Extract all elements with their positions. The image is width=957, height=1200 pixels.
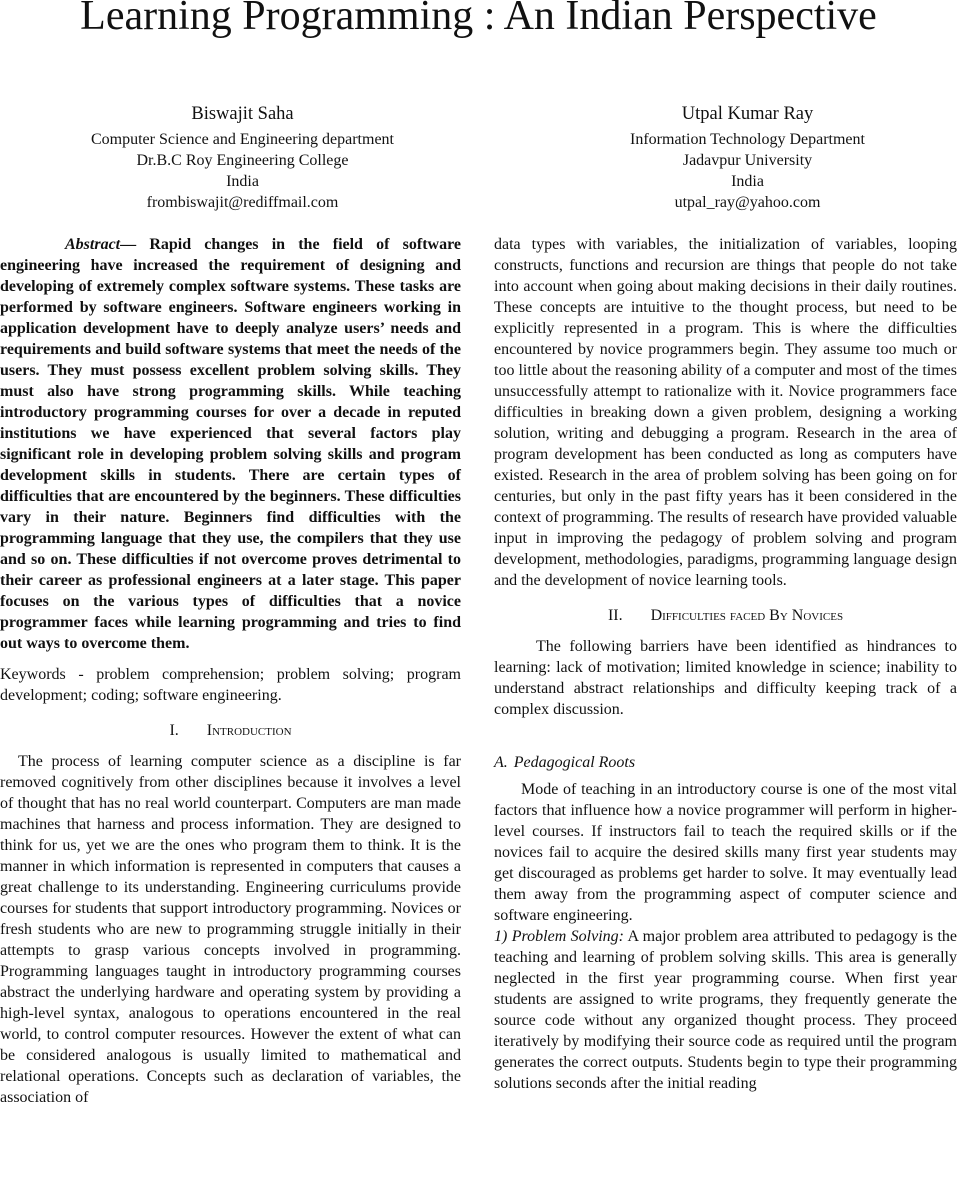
author-institution: Dr.B.C Roy Engineering College xyxy=(136,152,349,169)
author-block-1 xyxy=(0,102,485,213)
author-block-2 xyxy=(538,102,957,213)
author-email: frombiswajit@rediffmail.com xyxy=(146,194,339,211)
author-country: India xyxy=(226,173,259,190)
left-column xyxy=(0,234,461,1108)
right-column xyxy=(494,234,957,1094)
abstract-text: Rapid changes in the field of software engineering have increased the requirement of designing and developing of extremely complex software systems. These tasks are performed by software engineers. Software engineers working in application development have to deeply analyze users’ needs and requirements and build software systems that meet the needs of the users. They must possess excellent problem solving skills. They must also have strong programming skills. While teaching introductory programming courses for over a decade in reputed institutions we have experienced that several factors play significant role in developing problem solving skills and program development skills in students. There are certain types of difficulties that are encountered by the beginners. These difficulties vary in their nature. Beginners find difficulties with the programming language that they use, the compilers that they use and so on. These difficulties if not overcome proves detrimental to their career as professional engineers at a later stage. This paper focuses on the various types of difficulties that a novice programmer faces while learning programming and tries to find out ways to overcome them. xyxy=(0,236,462,652)
introduction-paragraph: The process of learning computer science as a discipline is far removed cognitively from other disciplines because it involves a level of thought that has no real world counterpart. Computers are man made machines that harness and process information. They are designed to think for us, yet we are the ones who program them to think. It is the manner in which information is represented in computers that causes a great challenge to its understanding. Engineering curriculums provide courses for students that support introductory programming. Novices or fresh students who are new to programming struggle initially in their attempts to grasp various concepts involved in programming. Programming languages taught in introductory programming courses abstract the underlying hardware and operating system by providing a high-level syntax, analogous to operations encountered in the real world, to control computer resources. However the extent of what can be considered analogous is usually limited to mathematical and relational operations. Concepts such as declaration of variables, the association of xyxy=(0,753,461,1106)
subsection-heading-pedagogical-roots xyxy=(494,752,957,773)
section-heading-difficulties xyxy=(494,605,957,626)
abstract xyxy=(0,234,461,654)
author-country: India xyxy=(731,173,764,190)
author-institution: Jadavpur University xyxy=(682,152,813,169)
problem-solving-label: 1) Problem Solving: xyxy=(494,928,624,945)
pedagogical-roots-paragraph: Mode of teaching in an introductory course is one of the most vital factors that influence how a novice programmer will perform in higher-level courses. If instructors fail to teach the required skills or if the novices fail to acquire the desired skills many first year students may get discouraged as problems get harder to solve. It may eventually lead them away from the programming aspect of computer science and software engineering. xyxy=(494,781,957,924)
author-email: utpal_ray@yahoo.com xyxy=(674,194,821,211)
author-department: Computer Science and Engineering department xyxy=(90,131,394,148)
abstract-dash: — xyxy=(120,236,137,253)
section-heading-introduction xyxy=(0,720,461,741)
keywords: Keywords - problem comprehension; problem solving; program development; coding; software engineering. xyxy=(0,666,461,704)
problem-solving-paragraph xyxy=(494,926,957,1094)
section-number: I. xyxy=(169,722,179,739)
introduction-paragraph-continued: data types with variables, the initialization of variables, looping constructs, functions and recursion are things that people do not take into account when going about making decisions in their daily routines. These concepts are intuitive to the thought process, but need to be explicitly represented in a program. This is where the difficulties encountered by novice programmers begin. They assume too much or too little about the reasoning ability of a computer and most of the times unsuccessfully attempt to rationalize with it. Novice programmers face difficulties in breaking down a given problem, designing a working solution, writing and debugging a program. Research in the area of program development has been conducted as long as computers have existed. Research in the area of problem solving has been going on for centuries, but only in the past fifty years has it been considered in the context of programming. The results of research have provided valuable input in improving the pedagogy of problem solving and program development, methodologies, paradigms, programming language design and the development of novice learning tools. xyxy=(494,236,957,589)
paper-title: Learning Programming : An Indian Perspective xyxy=(80,0,877,39)
section-number: II. xyxy=(607,607,623,624)
author-name: Utpal Kumar Ray xyxy=(681,104,814,124)
section-title: Introduction xyxy=(206,722,292,739)
difficulties-paragraph: The following barriers have been identified as hindrances to learning: lack of motivation; limited knowledge in science; inability to understand abstract relationships and difficulty keeping track of a complex discussion. xyxy=(494,638,957,718)
author-department: Information Technology Department xyxy=(630,131,865,148)
author-name: Biswajit Saha xyxy=(191,104,294,124)
abstract-label: Abstract xyxy=(65,236,121,253)
subsection-title: Pedagogical Roots xyxy=(513,754,636,771)
problem-solving-text: A major problem area attributed to pedagogy is the teaching and learning of problem solving skills. This area is generally neglected in the first year programming course. When first year students are assigned to write programs, they frequently generate the source code without any organized thought process. They proceed iteratively by modifying their source code as required until the program generates the correct outputs. Students begin to type their programming solutions seconds after the initial reading xyxy=(494,928,957,1092)
section-title: Difficulties faced By Novices xyxy=(650,607,844,624)
subsection-label: A. xyxy=(494,754,508,771)
